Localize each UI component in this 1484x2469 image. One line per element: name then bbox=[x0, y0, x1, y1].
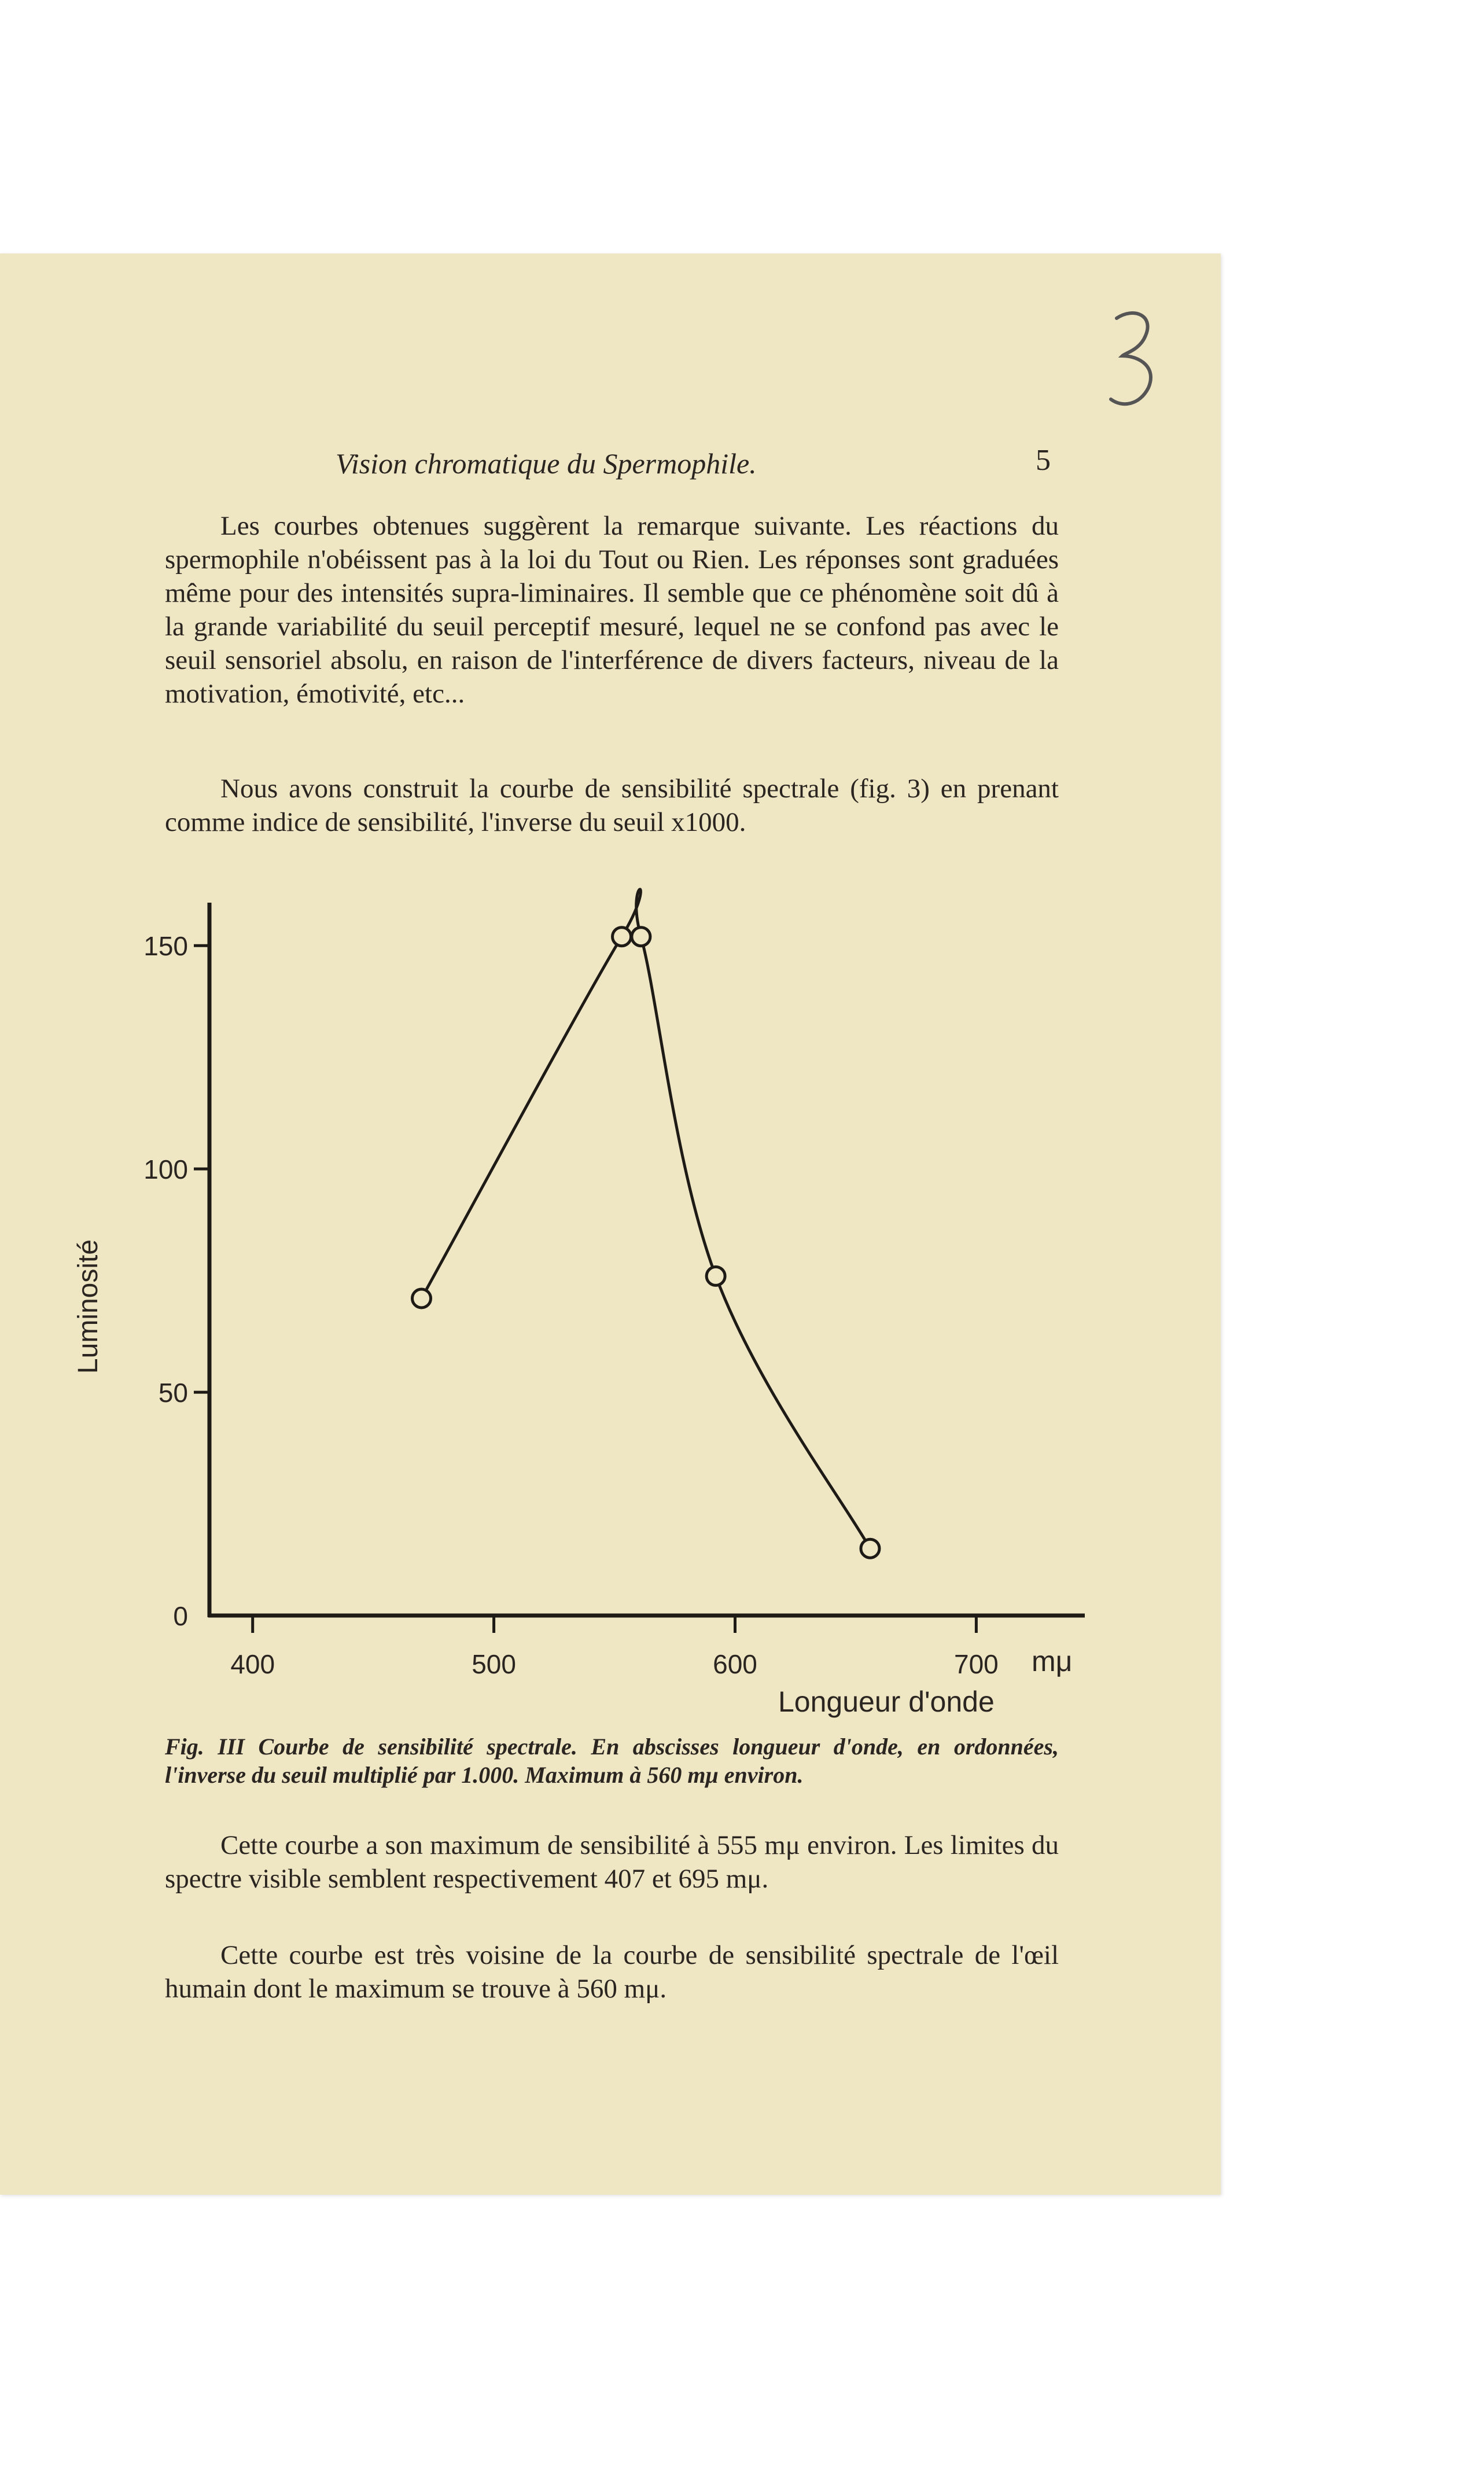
figure-caption: Fig. III Courbe de sensibilité spectrale. En abscisses longueur d'onde, en ordonnées, l'inverse du seuil multiplié par 1.000. Maximum à 560 mμ environ. bbox=[165, 1734, 1059, 1788]
y-tick-label: 0 bbox=[173, 1601, 188, 1631]
paragraph-2: Nous avons construit la courbe de sensibilité spectrale (fig. 3) en prenant comme indice de sensibilité, l'inverse du seuil x1000. bbox=[165, 774, 1059, 837]
x-axis-unit: mμ bbox=[1032, 1645, 1073, 1677]
data-point bbox=[613, 928, 631, 946]
y-axis-label: Luminosité bbox=[73, 1239, 104, 1374]
x-tick-label: 700 bbox=[954, 1649, 999, 1679]
page-number: 5 bbox=[1036, 444, 1051, 477]
y-tick-label: 50 bbox=[158, 1378, 188, 1408]
x-tick-label: 500 bbox=[472, 1649, 516, 1679]
sensitivity-curve bbox=[422, 889, 870, 1548]
y-tick-label: 150 bbox=[143, 931, 188, 962]
x-axis-label: Longueur d'onde bbox=[778, 1686, 995, 1718]
data-point bbox=[413, 1289, 431, 1308]
x-tick-label: 400 bbox=[230, 1649, 275, 1679]
x-tick-label: 600 bbox=[713, 1649, 757, 1679]
paragraph-3: Cette courbe a son maximum de sensibilité à 555 mμ environ. Les limites du spectre visible semblent respectivement 407 et 695 mμ. bbox=[165, 1830, 1059, 1894]
data-point bbox=[861, 1539, 879, 1558]
y-tick-label: 100 bbox=[143, 1154, 188, 1185]
data-point bbox=[632, 928, 650, 946]
running-head: Vision chromatique du Spermophile. bbox=[336, 447, 757, 480]
data-point bbox=[706, 1267, 725, 1285]
paragraph-4: Cette courbe est très voisine de la courbe de sensibilité spectrale de l'œil humain dont le maximum se trouve à 560 mμ. bbox=[165, 1940, 1059, 2004]
paragraph-1: Les courbes obtenues suggèrent la remarque suivante. Les réactions du spermophile n'obéissent pas à la loi du Tout ou Rien. Les réponses sont graduées même pour des intensités supra-liminaires. Il semble que ce phénomène soit dû à la grande variabilité du seuil perceptif mesuré, lequel ne se confond pas avec le seuil sensoriel absolu, en raison de l'interférence de divers facteurs, niveau de la motivation, émotivité, etc... bbox=[165, 511, 1059, 709]
